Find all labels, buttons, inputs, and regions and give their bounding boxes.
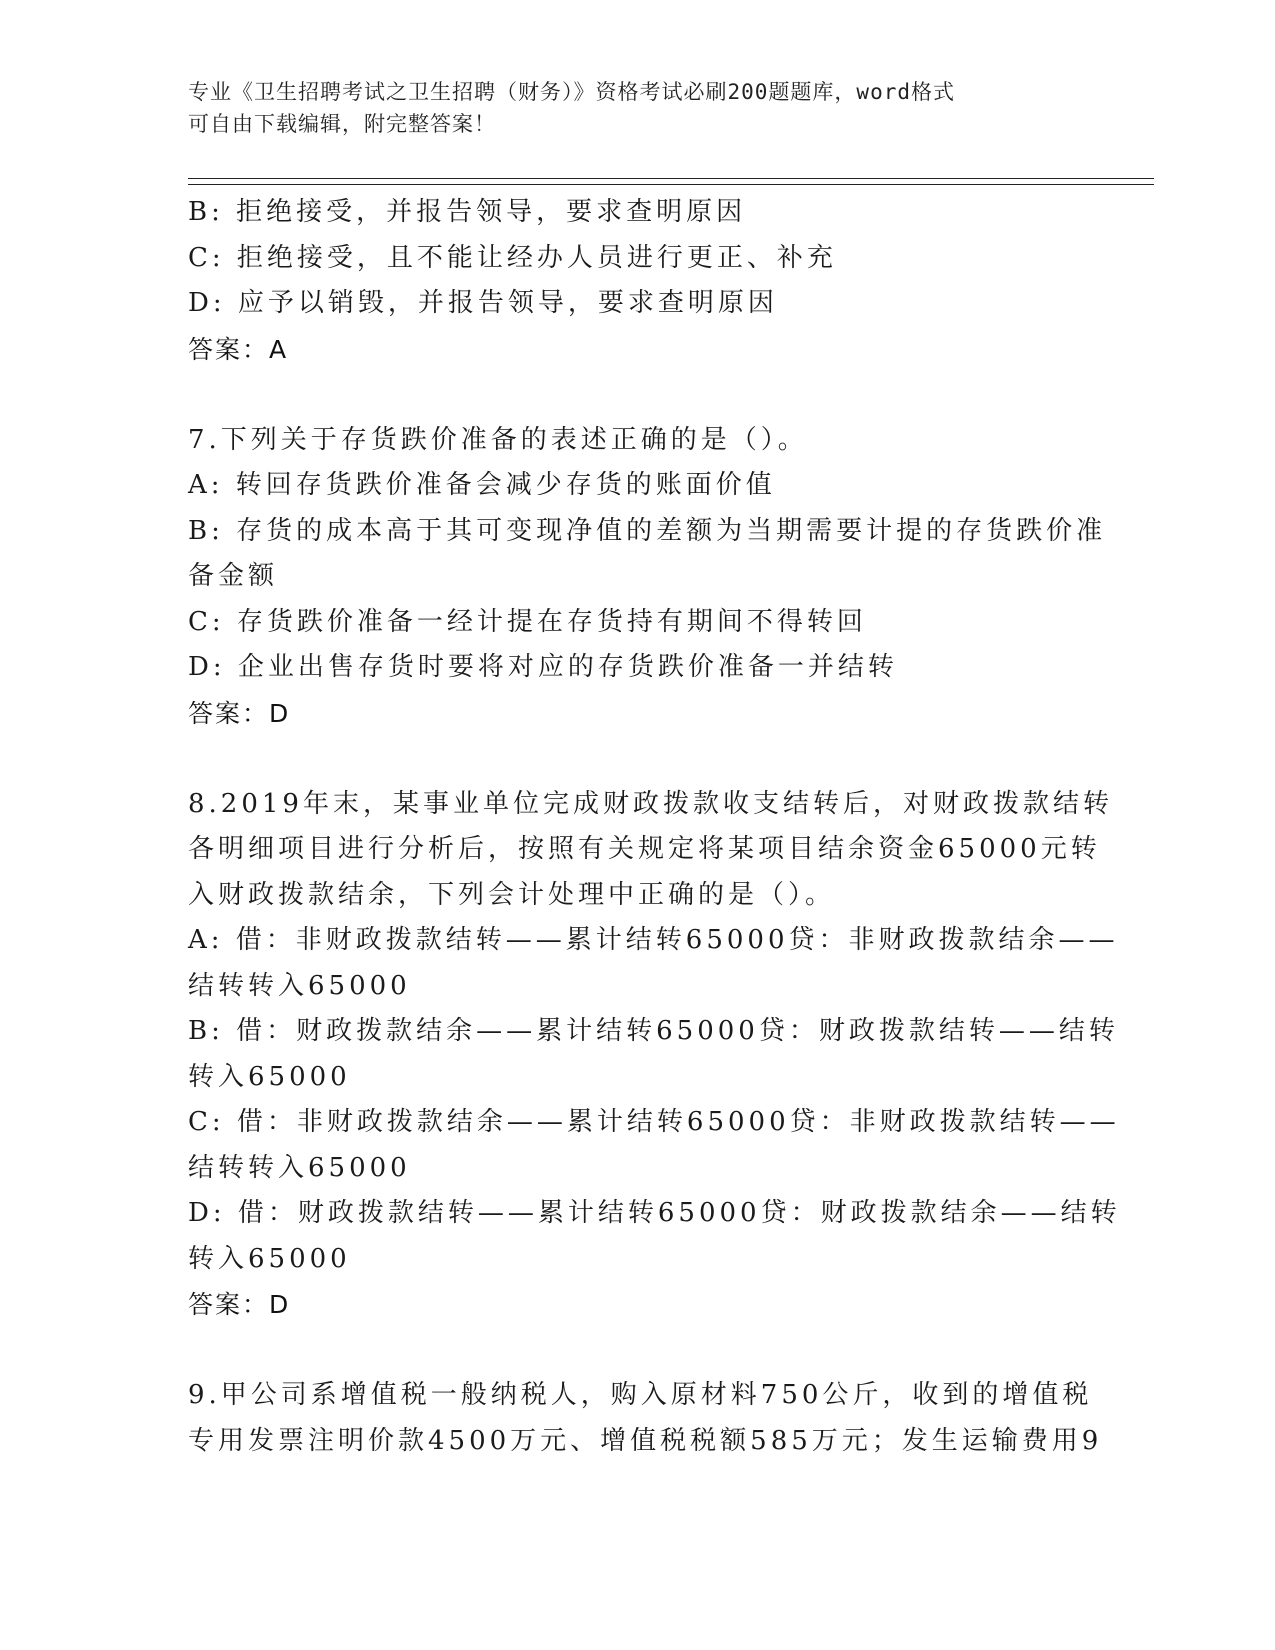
question-7-option-b-line-1: B: 存货的成本高于其可变现净值的差额为当期需要计提的存货跌价准 xyxy=(188,515,1107,546)
header-divider-top xyxy=(188,178,1154,179)
question-7-answer: 答案：D xyxy=(188,698,291,728)
question-8-stem-line-3: 入财政拨款结余，下列会计处理中正确的是（）。 xyxy=(188,879,836,910)
question-8-stem-line-1: 8.2019年末，某事业单位完成财政拨款收支结转后，对财政拨款结转 xyxy=(188,788,1113,819)
question-8-option-a-line-2: 结转转入65000 xyxy=(188,970,411,1001)
question-8-option-a-line-1: A: 借：非财政拨款结转——累计结转65000贷：非财政拨款结余—— xyxy=(188,925,1119,955)
question-8-option-c-line-1: C: 借：非财政拨款结余——累计结转65000贷：非财政拨款结转—— xyxy=(188,1107,1120,1137)
spacer xyxy=(188,736,1078,782)
header-title-line-2: 可自由下载编辑，附完整答案！ xyxy=(188,112,496,136)
question-6-option-b: B: 拒绝接受，并报告领导，要求查明原因 xyxy=(188,197,747,227)
question-7-option-c: C: 存货跌价准备一经计提在存货持有期间不得转回 xyxy=(188,606,867,637)
question-8-stem-line-2: 各明细项目进行分析后，按照有关规定将某项目结余资金65000元转 xyxy=(188,834,1101,864)
question-7-option-b-line-2: 备金额 xyxy=(188,561,279,591)
question-8-option-d-line-1: D: 借：财政拨款结转——累计结转65000贷：财政拨款结余——结转 xyxy=(188,1198,1121,1228)
spacer xyxy=(188,1328,1078,1374)
question-6-block xyxy=(188,190,1078,372)
question-8-option-b-line-1: B: 借：财政拨款结余——累计结转65000贷：财政拨款结转——结转 xyxy=(188,1016,1119,1046)
header-divider-bottom xyxy=(188,184,1154,185)
question-8-block xyxy=(188,782,1121,1328)
question-7-option-a: A: 转回存货跌价准备会减少存货的账面价值 xyxy=(188,470,776,500)
question-9-stem-line-1: 9.甲公司系增值税一般纳税人，购入原材料750公斤，收到的增值税 xyxy=(188,1380,1093,1410)
question-8-option-c-line-2: 结转转入65000 xyxy=(188,1152,411,1183)
question-6-answer: 答案：A xyxy=(188,334,289,364)
question-8-option-b-line-2: 转入65000 xyxy=(188,1061,351,1092)
header-title-line-1: 专业《卫生招聘考试之卫生招聘（财务）》资格考试必刷200题题库，word格式 xyxy=(188,80,955,104)
document-header xyxy=(188,76,1088,140)
question-6-option-c: C: 拒绝接受，且不能让经办人员进行更正、补充 xyxy=(188,242,837,273)
document-body xyxy=(188,190,1121,1464)
question-7-option-d: D: 企业出售存货时要将对应的存货跌价准备一并结转 xyxy=(188,652,898,682)
question-7-stem: 7.下列关于存货跌价准备的表述正确的是（）。 xyxy=(188,424,808,455)
question-9-stem-line-2: 专用发票注明价款4500万元、增值税税额585万元；发生运输费用9 xyxy=(188,1425,1103,1456)
question-7-block xyxy=(188,418,1107,737)
question-8-answer: 答案：D xyxy=(188,1290,291,1319)
question-6-option-d: D: 应予以销毁，并报告领导，要求查明原因 xyxy=(188,288,778,318)
question-9-block xyxy=(188,1373,1103,1464)
spacer xyxy=(188,372,1078,418)
question-8-option-d-line-2: 转入65000 xyxy=(188,1243,351,1274)
